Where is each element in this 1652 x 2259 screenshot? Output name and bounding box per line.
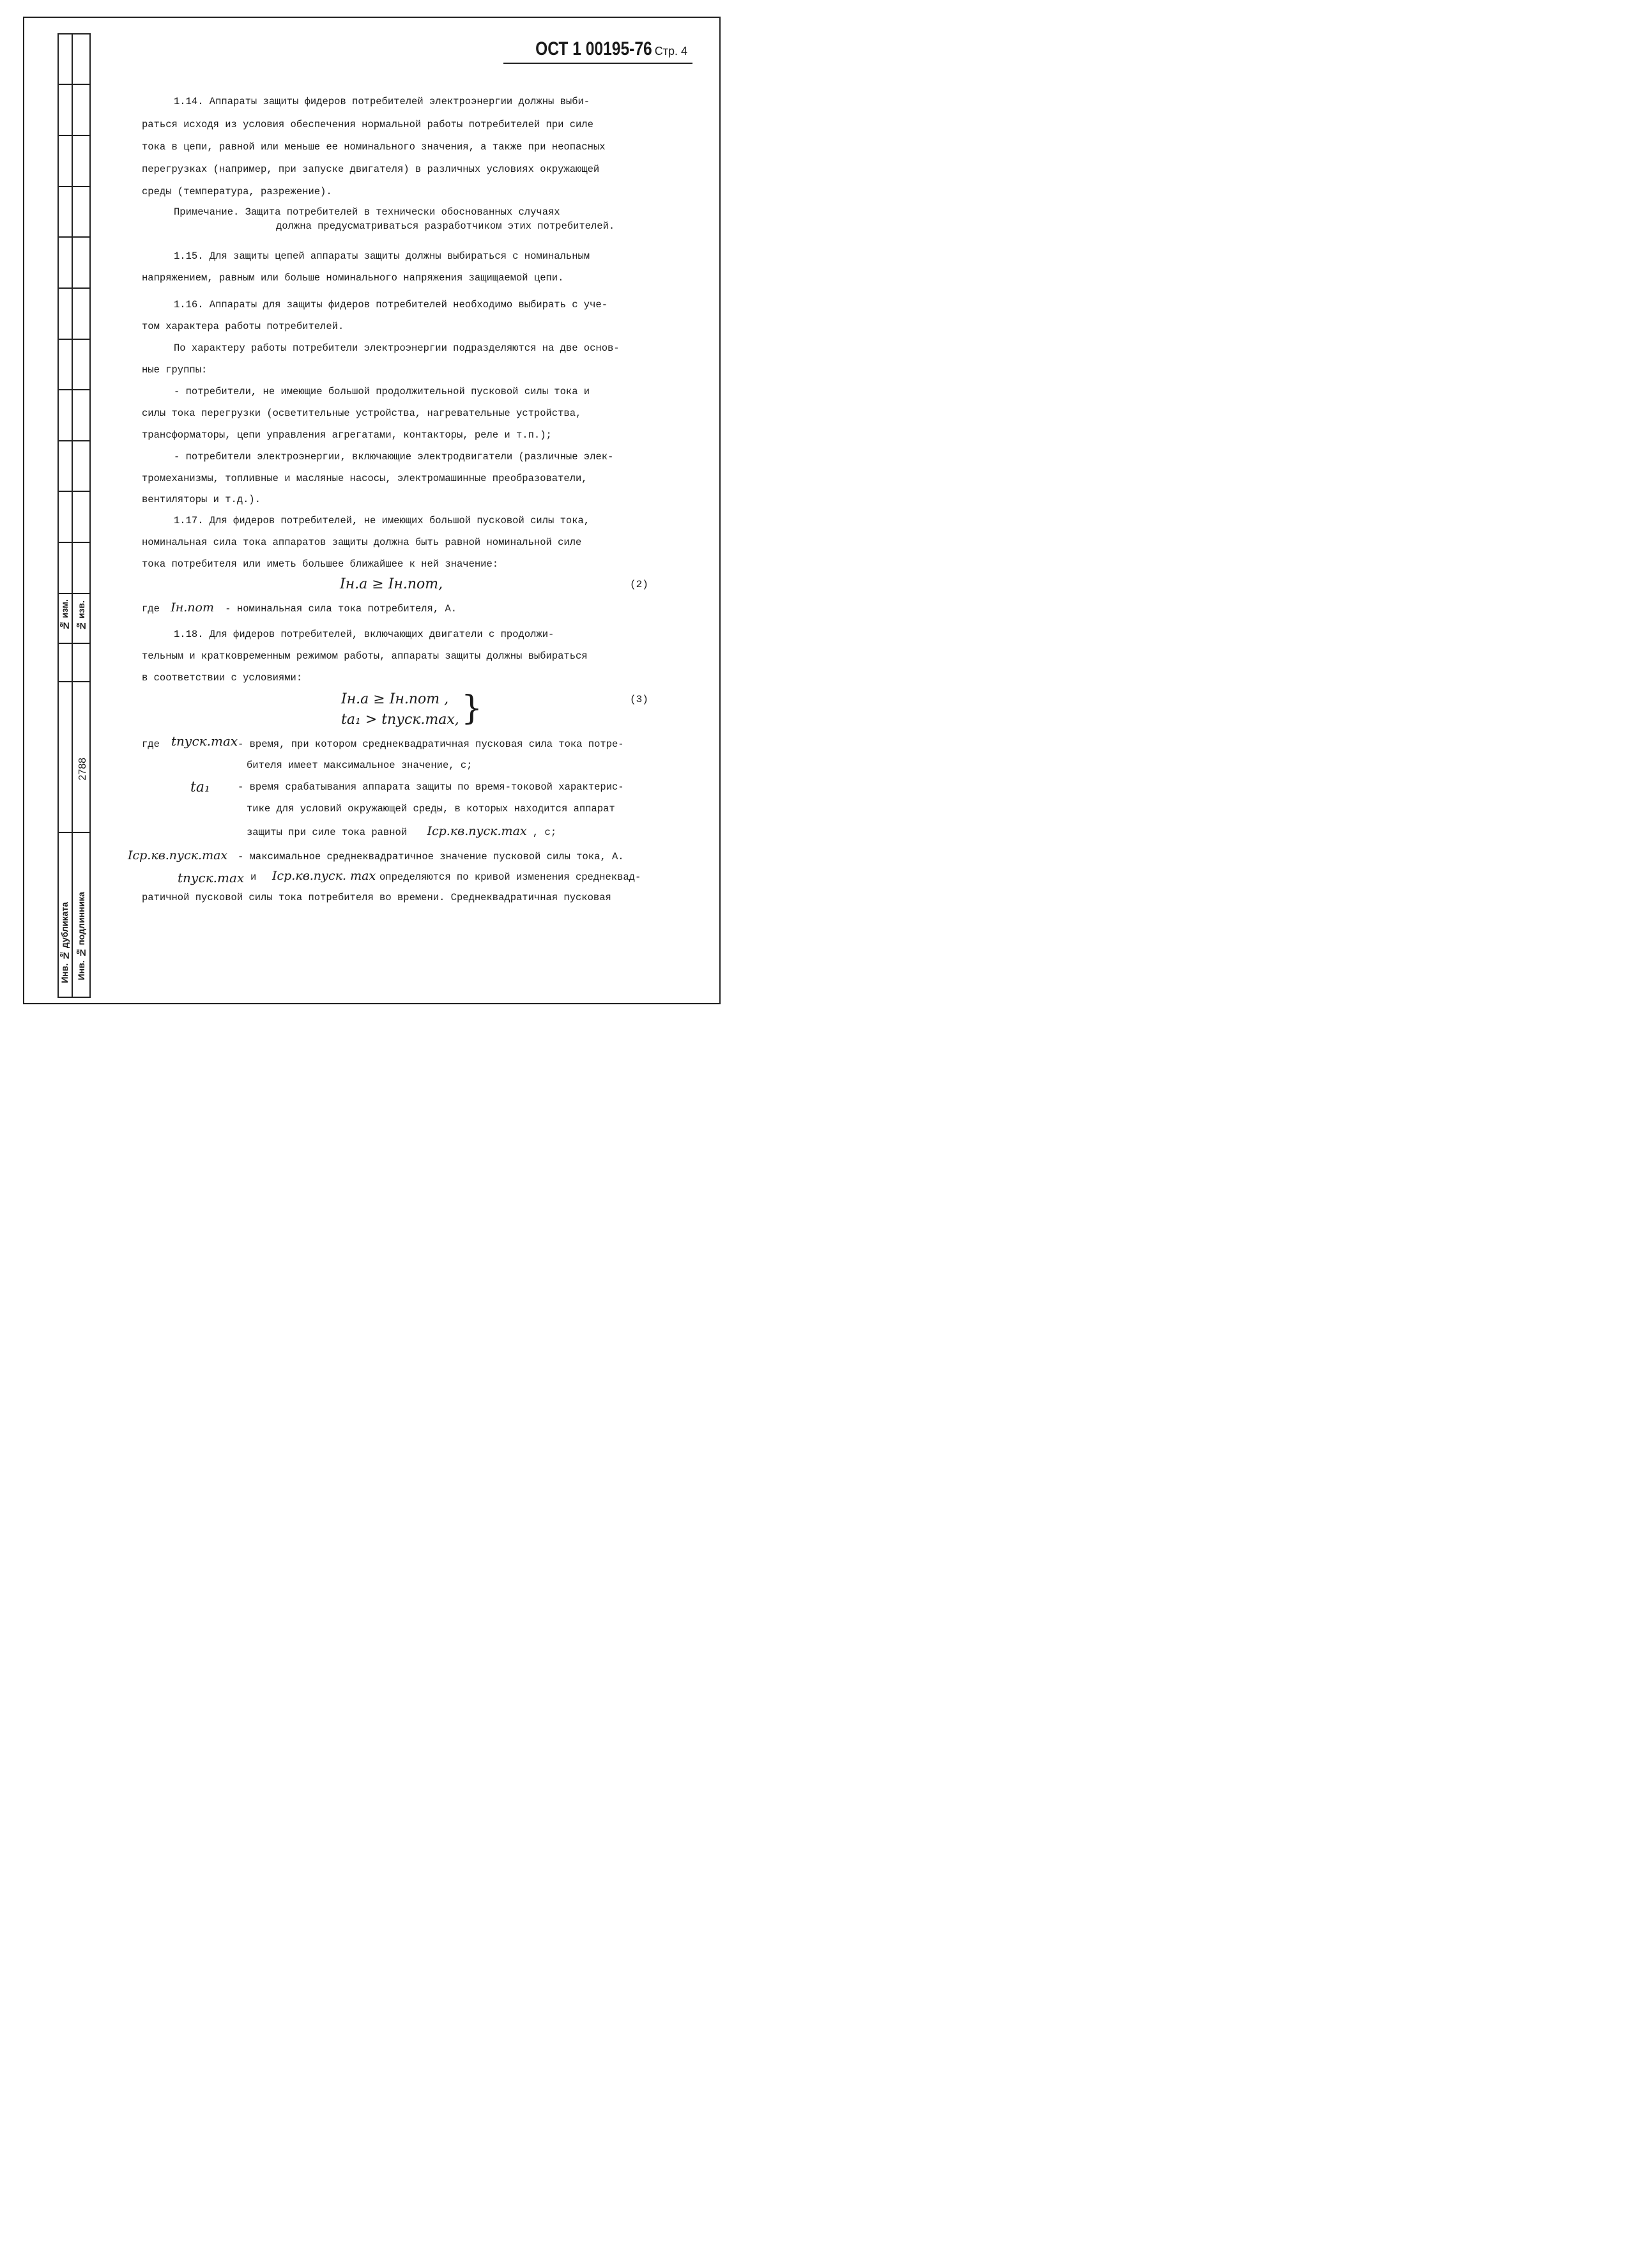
where-3-desc2a: - время срабатывания аппарата защиты по время-токовой характерис-	[238, 781, 624, 793]
where-3-desc2c-end: , с;	[532, 827, 557, 838]
where-3-desc1a: - время, при котором среднеквадратичная пусковая сила тока потре-	[238, 739, 624, 750]
text-line: ные группы:	[142, 364, 208, 376]
document-header	[510, 38, 687, 60]
text-line: тельным и кратковременным режимом работы, аппараты защиты должны выбираться	[142, 650, 588, 662]
where-3-desc2c	[247, 824, 764, 838]
stamp-izm-label: № изм.	[59, 599, 70, 631]
where-3-sym1: tпуск.max	[171, 733, 238, 749]
note-line: должна предусматриваться разработчиком этих потребителей.	[276, 220, 615, 232]
text-line: тока потребителя или иметь большее ближайшее к ней значение:	[142, 558, 499, 570]
formula-3-line-1: Iн.а ≥ Iн.пот ,	[341, 691, 449, 707]
text-line: 1.15. Для защиты цепей аппараты защиты должны выбираться с номинальным	[174, 250, 590, 262]
where-3-desc1b: бителя имеет максимальное значение, с;	[247, 760, 473, 771]
where-2-desc: - номинальная сила тока потребителя, А.	[225, 603, 457, 615]
stamp-izv-label: № изв.	[76, 601, 86, 631]
where-2	[142, 601, 659, 615]
text-line: вентиляторы и т.д.).	[142, 494, 261, 505]
text-line: среды (температура, разрежение).	[142, 186, 332, 197]
where-3-desc2c-text: защиты при силе тока равной	[247, 827, 408, 838]
text-line: трансформаторы, цепи управления агрегатами, контакторы, реле и т.п.);	[142, 429, 552, 441]
formula-2-number: (2)	[630, 579, 648, 590]
formula-3-number: (3)	[630, 694, 648, 705]
where-3-prefix: где	[142, 739, 160, 750]
text-line: тромеханизмы, топливные и масляные насосы, электромашинные преобразователи,	[142, 473, 588, 484]
where-3-and: и	[250, 871, 257, 883]
where-3-sym2c: Iср.кв.пуск.max	[427, 824, 527, 838]
text-line: силы тока перегрузки (осветительные устройства, нагревательные устройства,	[142, 408, 582, 419]
note-line: Примечание. Защита потребителей в технически обоснованных случаях	[174, 206, 560, 218]
stamp-inv-podlinnika: Инв. № подлинника	[76, 892, 86, 981]
where-3-desc2b: тике для условий окружающей среды, в которых находится аппарат	[247, 803, 615, 815]
where-3-desc3: - максимальное среднеквадратичное значение пусковой силы тока, А.	[238, 851, 624, 862]
text-line: - потребители, не имеющие большой продолжительной пусковой силы тока и	[174, 386, 590, 397]
where-3-sym4a: tпуск.max	[178, 870, 245, 885]
text-line: номинальная сила тока аппаратов защиты должна быть равной номинальной силе	[142, 537, 582, 548]
formula-3-brace: }	[461, 689, 483, 728]
where-prefix: где	[142, 603, 160, 615]
stamp-inv-dublikata: Инв. № дубликата	[59, 902, 70, 983]
formula-2: Iн.а ≥ Iн.пот,	[340, 576, 443, 592]
page-number: Стр. 4	[654, 45, 687, 57]
where-2-symbol: Iн.пот	[171, 601, 214, 615]
text-line: раться исходя из условия обеспечения нормальной работы потребителей при силе	[142, 119, 593, 130]
formula-3-line-2: tа₁ > tпуск.max,	[341, 712, 459, 728]
text-line: 1.18. Для фидеров потребителей, включающих двигатели с продолжи-	[174, 629, 554, 640]
text-line: в соответствии с условиями:	[142, 672, 303, 684]
where-3-desc4a: определяются по кривой изменения среднеквад-	[379, 871, 641, 883]
text-line: По характеру работы потребители электроэнергии подразделяются на две основ-	[174, 342, 620, 354]
header-rule	[503, 63, 692, 64]
text-line: напряжением, равным или больше номинального напряжения защищаемой цепи.	[142, 272, 564, 284]
text-line: 1.16. Аппараты для защиты фидеров потребителей необходимо выбирать с уче-	[174, 299, 608, 310]
where-3-sym2: tа₁	[190, 779, 210, 795]
where-3-sym3: Iср.кв.пуск.max	[128, 848, 228, 862]
text-line: 1.17. Для фидеров потребителей, не имеющих большой пусковой силы тока,	[174, 515, 590, 526]
where-3-sym4b: Iср.кв.пуск. max	[272, 869, 376, 883]
text-line: - потребители электроэнергии, включающие электродвигатели (различные элек-	[174, 451, 614, 463]
stamp-podlinnik-number: 2788	[77, 758, 88, 781]
text-line: том характера работы потребителей.	[142, 321, 344, 332]
text-line: перегрузках (например, при запуске двигателя) в различных условиях окружающей	[142, 164, 600, 175]
text-line: 1.14. Аппараты защиты фидеров потребителей электроэнергии должны выби-	[174, 96, 590, 107]
standard-code: ОСТ 1 00195-76	[535, 38, 652, 59]
where-3-desc4b: ратичной пусковой силы тока потребителя во времени. Среднеквадратичная пусковая	[142, 892, 611, 903]
text-line: тока в цепи, равной или меньше ее номинального значения, а также при неопасных	[142, 141, 606, 153]
